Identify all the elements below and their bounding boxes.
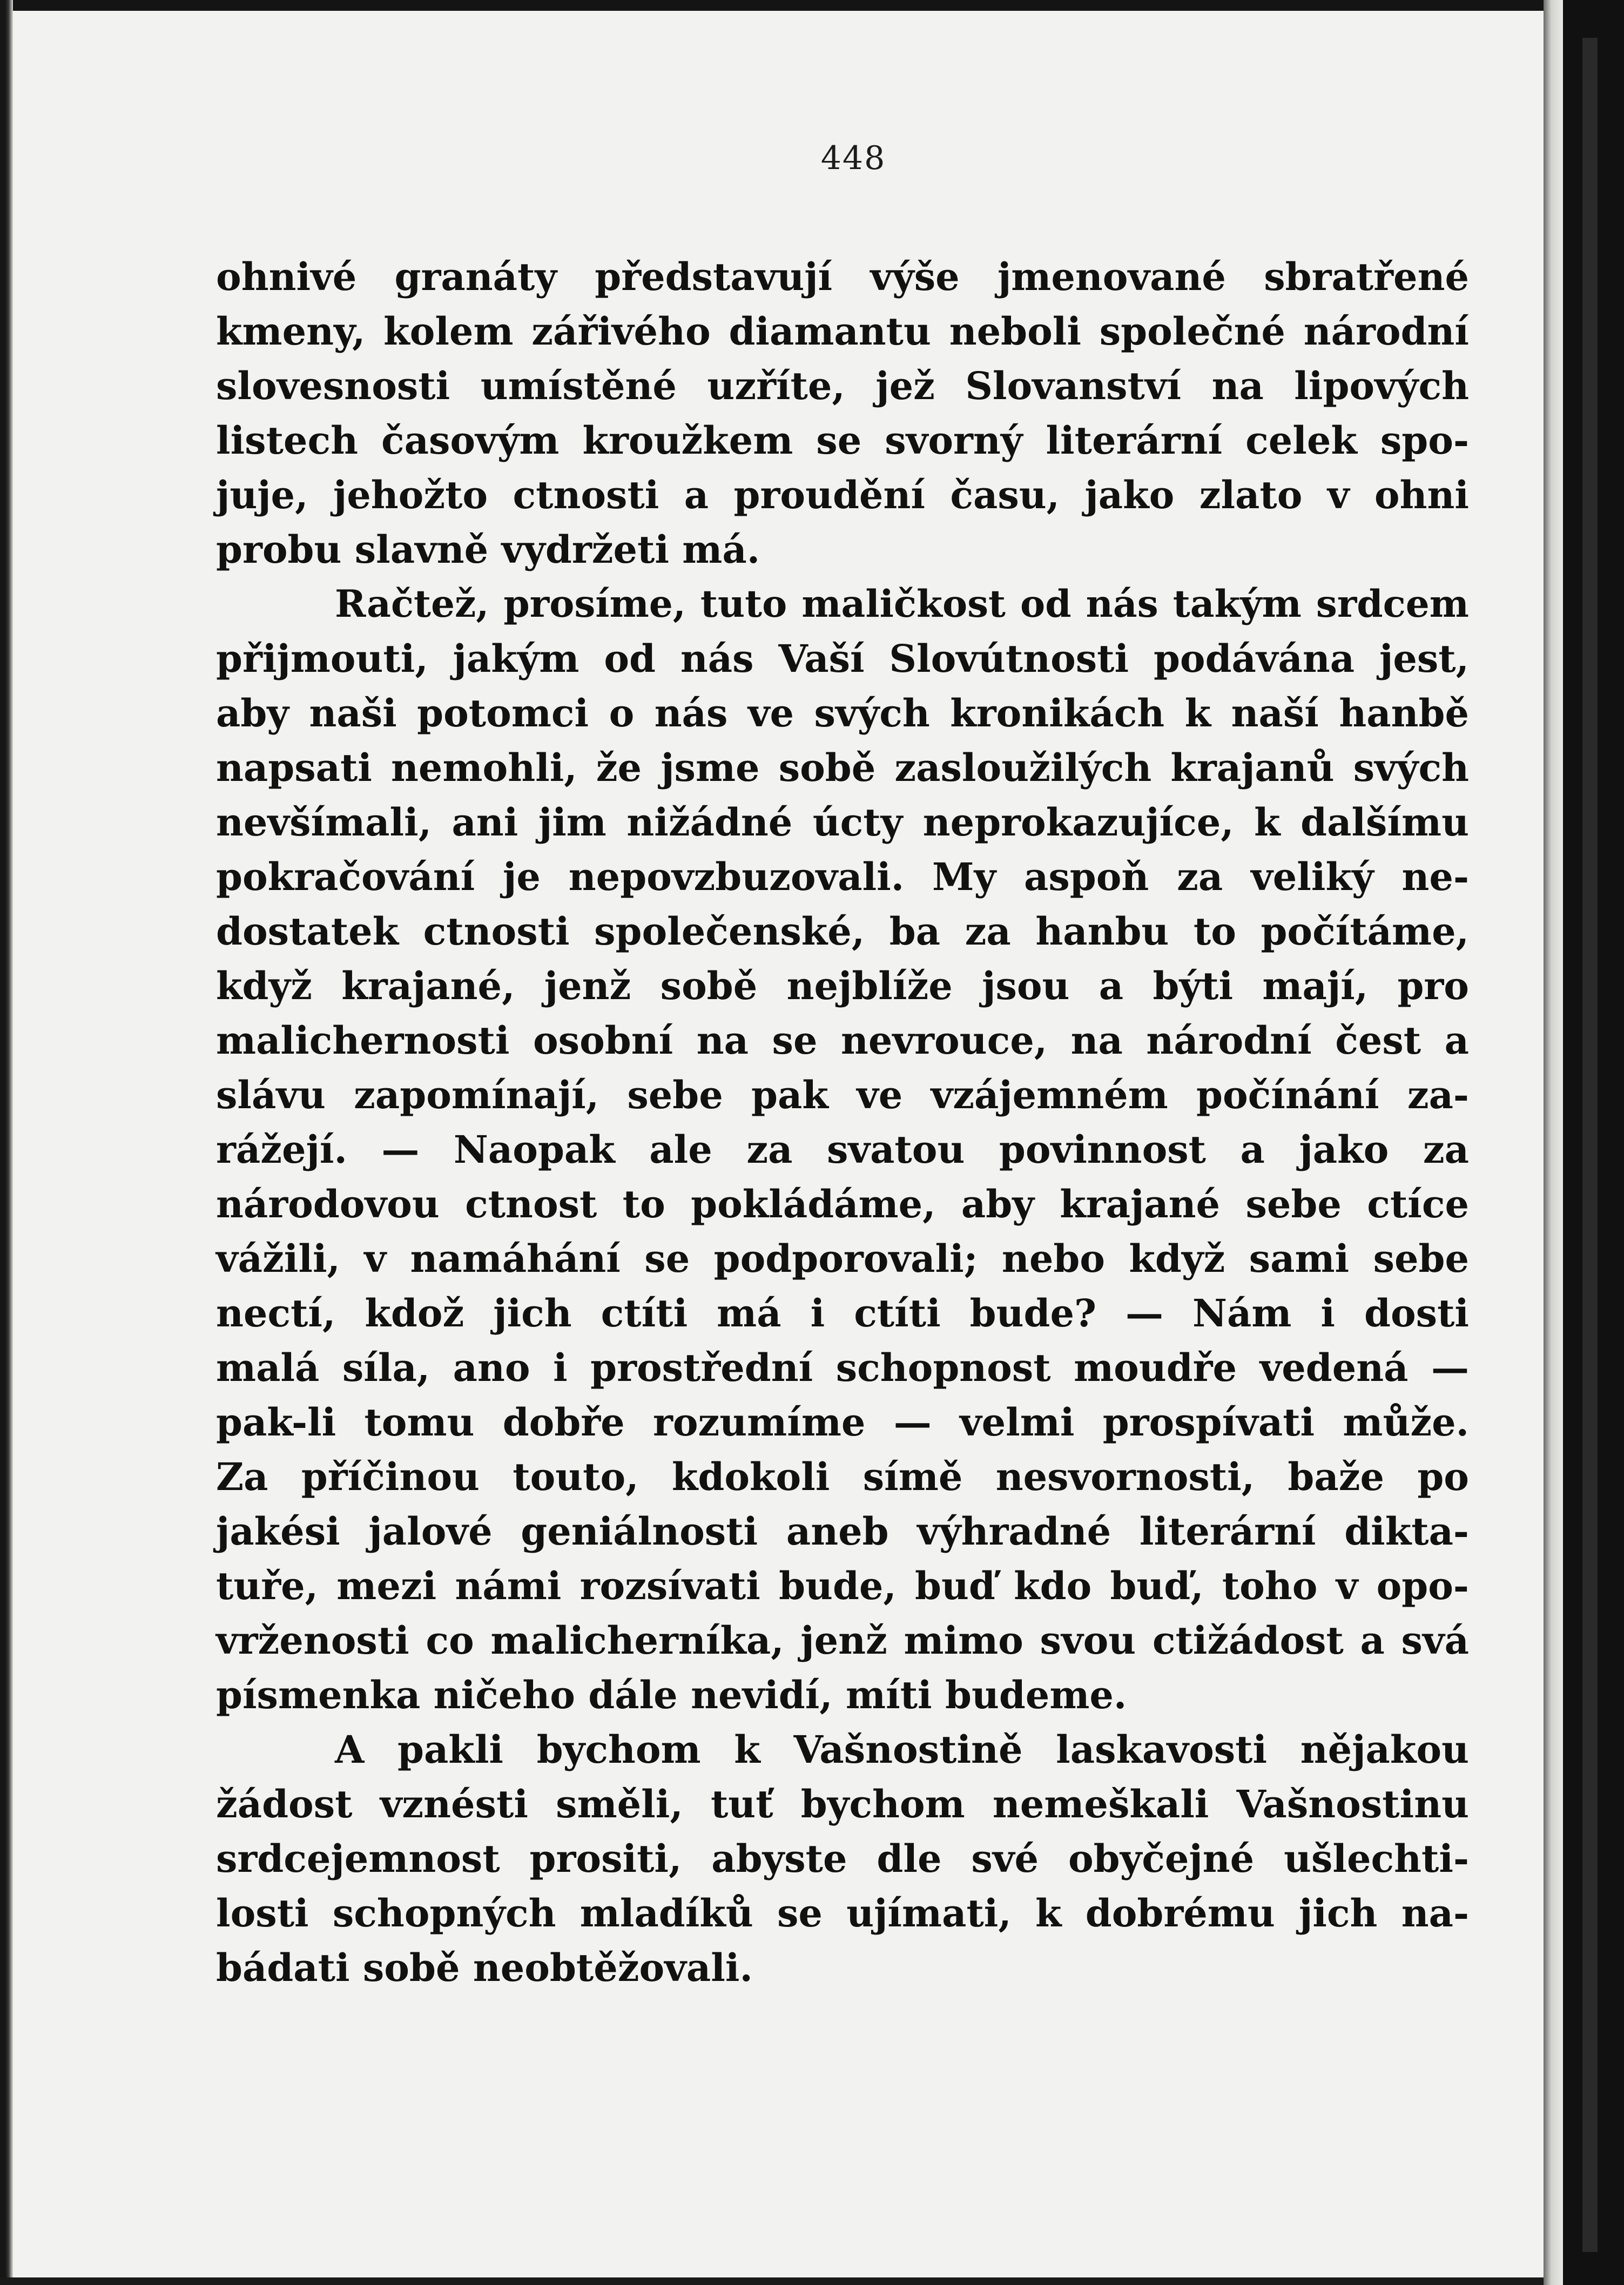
- paragraph-1: [216, 250, 1469, 577]
- text-line: tuře, mezi námi rozsívati bude, buď kdo buď, toho v opo-: [216, 1563, 1469, 1608]
- text-line: přijmouti, jakým od nás Vaší Slovútnosti podávána jest,: [216, 636, 1469, 681]
- text-line: malichernosti osobní na se nevrouce, na národní čest a: [216, 1018, 1469, 1063]
- text-line: probu slavně vydržeti má.: [216, 527, 760, 572]
- paragraph-3: [216, 1722, 1469, 1995]
- book-spine-shadow: [1582, 38, 1598, 2252]
- text-line: pokračování je nepovzbuzovali. My aspoň za veliký ne-: [216, 854, 1469, 899]
- text-line: Za příčinou touto, kdokoli símě nesvornosti, baže po: [216, 1454, 1469, 1499]
- paragraph-2: [216, 577, 1469, 1722]
- text-line: slávu zapomínají, sebe pak ve vzájemném počínání za-: [216, 1073, 1469, 1117]
- text-line: žádost vznésti směli, tuť bychom nemeškali Vašnostinu: [216, 1782, 1469, 1826]
- text-line: juje, jehožto ctnosti a proudění času, jako zlato v ohni: [216, 473, 1469, 517]
- text-line: když krajané, jenž sobě nejblíže jsou a býti mají, pro: [216, 963, 1469, 1008]
- text-line: ohnivé granáty představují výše jmenované sbratřené: [216, 254, 1469, 299]
- text-line: aby naši potomci o nás ve svých kronikách k naší hanbě: [216, 691, 1469, 736]
- text-line: vrženosti co malicherníka, jenž mimo svou ctižádost a svá: [216, 1618, 1469, 1663]
- text-line: Račtež, prosíme, tuto maličkost od nás takým srdcem: [335, 582, 1469, 626]
- text-line: pak-li tomu dobře rozumíme — velmi prospívati může.: [216, 1400, 1469, 1445]
- text-line: malá síla, ano i prostřední schopnost moudře vedená —: [216, 1345, 1469, 1390]
- text-line: nectí, kdož jich ctíti má i ctíti bude? — Nám i dosti: [216, 1291, 1469, 1336]
- body-text: [216, 250, 1469, 1995]
- text-line: vážili, v namáhání se podporovali; nebo když sami sebe: [216, 1236, 1469, 1281]
- text-line: nevšímali, ani jim nižádné úcty neprokazujíce, k dalšímu: [216, 800, 1469, 845]
- scan-border-top: [0, 0, 1624, 11]
- text-line: slovesnosti umístěné uzříte, jež Slovanství na lipových: [216, 363, 1469, 408]
- text-line: losti schopných mladíků se ujímati, k dobrému jich na-: [216, 1891, 1469, 1936]
- page-number: 448: [820, 139, 886, 177]
- text-line: rážejí. — Naopak ale za svatou povinnost a jako za: [216, 1127, 1469, 1172]
- text-line: kmeny, kolem zářivého diamantu neboli společné národní: [216, 309, 1469, 354]
- text-line: A pakli bychom k Vašnostině laskavosti nějakou: [335, 1727, 1469, 1772]
- text-line: dostatek ctnosti společenské, ba za hanbu to počítáme,: [216, 909, 1469, 954]
- text-line: národovou ctnost to pokládáme, aby krajané sebe ctíce: [216, 1182, 1469, 1226]
- scan-border-bottom: [0, 2277, 1624, 2285]
- scan-border-left: [0, 0, 13, 2285]
- text-line: písmenka ničeho dále nevidí, míti budeme.: [216, 1673, 1127, 1717]
- text-line: srdcejemnost prositi, abyste dle své obyčejné ušlechti-: [216, 1836, 1469, 1881]
- page-gutter: [1544, 0, 1563, 2285]
- text-line: listech časovým kroužkem se svorný literární celek spo-: [216, 418, 1469, 463]
- text-line: jakési jalové geniálnosti aneb výhradné literární dikta-: [216, 1509, 1469, 1554]
- text-line: bádati sobě neobtěžovali.: [216, 1945, 753, 1990]
- text-line: napsati nemohli, že jsme sobě zasloužilých krajanů svých: [216, 745, 1469, 790]
